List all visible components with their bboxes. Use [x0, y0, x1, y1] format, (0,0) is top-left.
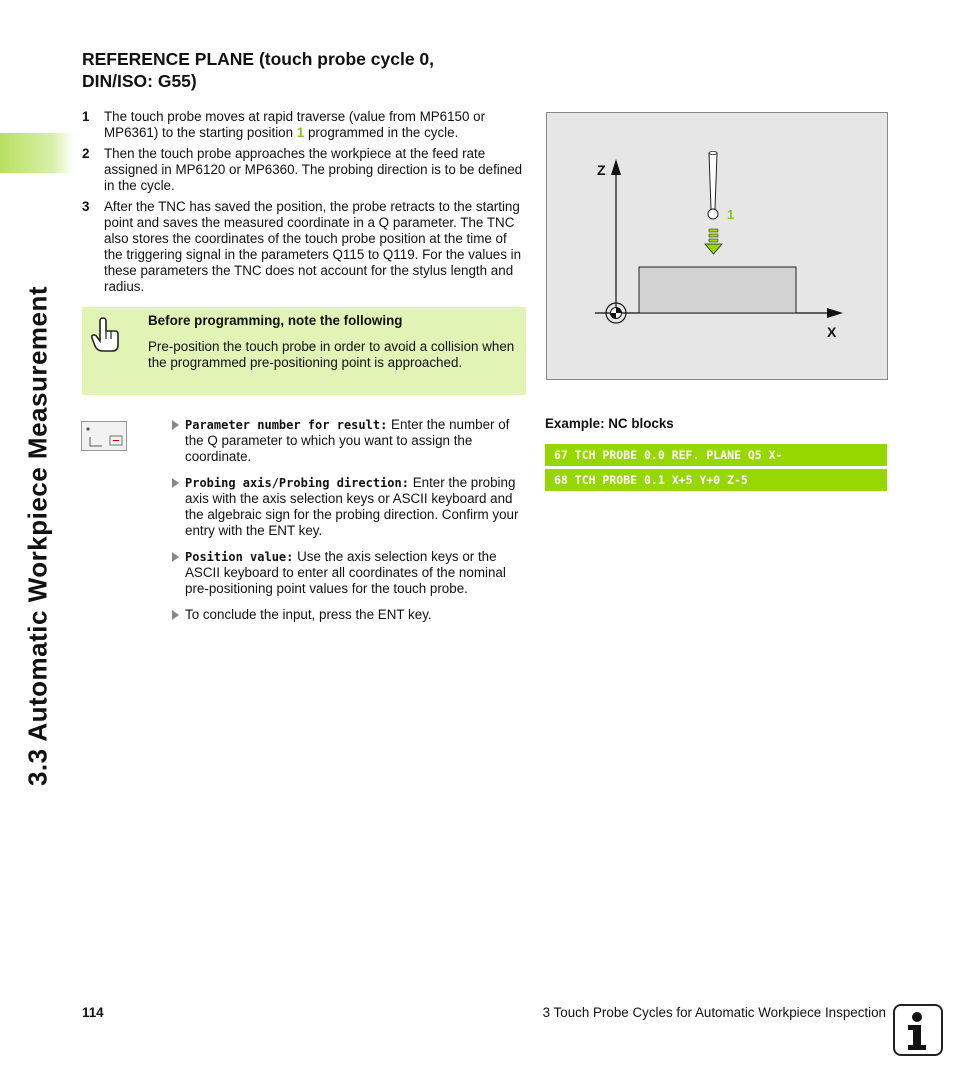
param-text: Enter the probing axis with the axis selection keys or ASCII keyboard and the algebraic sign for the probing direction. Confirm your entry with the ENT key.: [185, 475, 519, 538]
x-axis-label: X: [827, 324, 837, 340]
param-text: Enter the number of the Q parameter to which you want to assign the coordinate.: [185, 417, 510, 464]
step-number: 2: [82, 146, 90, 161]
probe-diagram: [546, 112, 888, 380]
param-text: To conclude the input, press the ENT key.: [185, 607, 432, 622]
probing-direction-arrow: [705, 229, 722, 254]
param-label: Parameter number for result:: [185, 418, 388, 432]
list-item: [82, 109, 524, 141]
step-number: 1: [82, 109, 90, 124]
heading-line-1: REFERENCE PLANE (touch probe cycle 0,: [82, 49, 435, 69]
heading-line-2: DIN/ISO: G55): [82, 71, 197, 91]
z-axis-arrow: [611, 159, 621, 175]
param-label: Probing axis/Probing direction:: [185, 476, 409, 490]
list-item: [172, 475, 526, 539]
note-title: Before programming, note the following: [148, 313, 403, 328]
list-item: [172, 549, 526, 597]
touch-probe-softkey-icon: [81, 421, 127, 451]
chapter-title: 3 Touch Probe Cycles for Automatic Workpiece Inspection: [542, 1005, 886, 1020]
nc-block-line: 67 TCH PROBE 0.0 REF. PLANE Q5 X-: [545, 444, 887, 466]
list-item: [82, 199, 524, 295]
step-text: After the TNC has saved the position, the probe retracts to the starting point and saves the measured coordinate in a Q parameter. The TNC also stores the coordinates of the touch probe position at the time of the triggering signal in the parameters Q115 to Q119. For the values in these parameters the TNC does not account for the stylus length and radius.: [104, 199, 522, 294]
note-box: [82, 307, 526, 395]
side-tab-accent: [0, 133, 74, 173]
list-item: [172, 417, 526, 465]
position-marker: 1: [296, 125, 305, 140]
section-heading: [82, 48, 502, 92]
z-axis-label: Z: [597, 162, 606, 178]
start-point-label: 1: [727, 207, 735, 222]
nc-block-line: 68 TCH PROBE 0.1 X+5 Y+0 Z-5: [545, 469, 887, 491]
arrow-right-icon: [172, 420, 179, 430]
arrow-right-icon: [172, 610, 179, 620]
arrow-right-icon: [172, 552, 179, 562]
param-label: Position value:: [185, 550, 294, 564]
step-text: The touch probe moves at rapid traverse (value from MP6150 or MP6361) to the starting position 1 programmed in the cycle.: [104, 109, 486, 140]
step-text: Then the touch probe approaches the workpiece at the feed rate assigned in MP6120 or MP6360. The probing direction is to be defined in the cycle.: [104, 146, 523, 193]
hand-pointer-icon: [90, 317, 120, 353]
workpiece: [639, 267, 796, 313]
step-number: 3: [82, 199, 90, 214]
note-body: Pre-position the touch probe in order to avoid a collision when the programmed pre-positioning point is approached.: [148, 339, 515, 370]
page-number: 114: [82, 1005, 104, 1020]
info-icon: [893, 1004, 943, 1056]
list-item: [172, 607, 526, 623]
example-label: Example: NC blocks: [545, 416, 674, 431]
touch-probe-stylus: [708, 151, 718, 219]
parameter-list: [172, 417, 526, 633]
list-item: [82, 146, 524, 194]
param-text: Use the axis selection keys or the ASCII keyboard to enter all coordinates of the nominal pre-positioning point values for the touch probe.: [185, 549, 506, 596]
step-list: [82, 109, 524, 300]
arrow-right-icon: [172, 478, 179, 488]
x-axis-arrow: [827, 308, 843, 318]
